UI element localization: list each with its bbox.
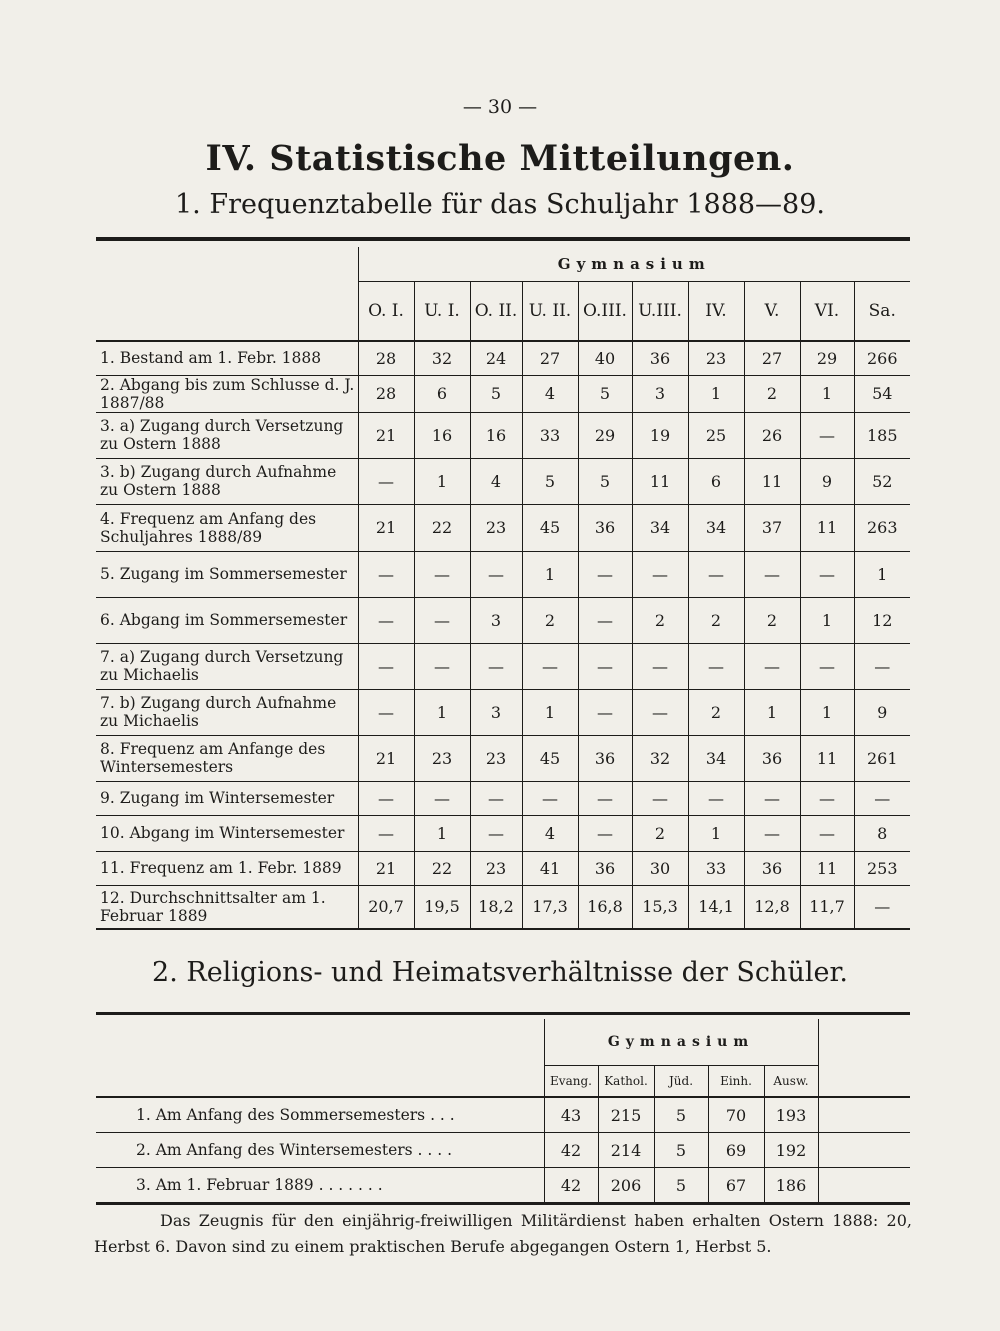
table-cell: 2 bbox=[688, 689, 744, 735]
column-header-row bbox=[96, 282, 910, 342]
column-header: U. II. bbox=[522, 282, 578, 342]
row-label: 1. Am Anfang des Sommersemesters . . . bbox=[96, 1097, 544, 1133]
blank-cell bbox=[818, 1168, 910, 1204]
header-empty-cell bbox=[96, 1066, 544, 1098]
table-cell: 36 bbox=[744, 851, 800, 885]
table-cell: 1 bbox=[800, 689, 854, 735]
table-row bbox=[96, 1168, 910, 1204]
table-cell: 34 bbox=[632, 504, 688, 551]
table-cell: 42 bbox=[544, 1168, 598, 1204]
table-cell: — bbox=[470, 551, 522, 597]
table-cell: 215 bbox=[598, 1097, 654, 1133]
header-empty-cell bbox=[96, 282, 358, 342]
page-number: — 30 — bbox=[462, 96, 538, 118]
table-cell: — bbox=[414, 643, 470, 689]
table-cell: 23 bbox=[470, 851, 522, 885]
column-header: O.III. bbox=[578, 282, 632, 342]
row-label: 3. a) Zugang durch Versetzung zu Ostern 1888 bbox=[96, 412, 358, 458]
table-cell: — bbox=[688, 781, 744, 815]
table-cell: 5 bbox=[578, 375, 632, 412]
table-cell: 1 bbox=[854, 551, 910, 597]
row-label: 2. Am Anfang des Wintersemesters . . . . bbox=[96, 1133, 544, 1168]
table-cell: 26 bbox=[744, 412, 800, 458]
table-cell: 4 bbox=[470, 458, 522, 504]
table-cell: — bbox=[632, 781, 688, 815]
table-cell: 42 bbox=[544, 1133, 598, 1168]
table-cell: 70 bbox=[708, 1097, 764, 1133]
table-cell: 21 bbox=[358, 504, 414, 551]
table-cell: 41 bbox=[522, 851, 578, 885]
row-label: 9. Zugang im Wintersemester bbox=[96, 781, 358, 815]
row-label: 11. Frequenz am 1. Febr. 1889 bbox=[96, 851, 358, 885]
table-cell: 1 bbox=[800, 375, 854, 412]
table-cell: 27 bbox=[522, 341, 578, 375]
table-cell: 263 bbox=[854, 504, 910, 551]
table-cell: 32 bbox=[414, 341, 470, 375]
table-cell: 15,3 bbox=[632, 885, 688, 929]
table-cell: 5 bbox=[522, 458, 578, 504]
table-cell: 2 bbox=[744, 375, 800, 412]
table-cell: 34 bbox=[688, 504, 744, 551]
table-cell: — bbox=[632, 689, 688, 735]
table-cell: — bbox=[854, 885, 910, 929]
table-cell: 6 bbox=[414, 375, 470, 412]
table-row bbox=[96, 643, 910, 689]
table-cell: 1 bbox=[414, 458, 470, 504]
table-cell: — bbox=[854, 643, 910, 689]
row-label: 10. Abgang im Wintersemester bbox=[96, 815, 358, 851]
table-cell: 33 bbox=[688, 851, 744, 885]
table-cell: — bbox=[470, 815, 522, 851]
row-label: 3. b) Zugang durch Aufnahme zu Ostern 1888 bbox=[96, 458, 358, 504]
table-cell: 192 bbox=[764, 1133, 818, 1168]
table-cell: — bbox=[470, 781, 522, 815]
table-cell: 4 bbox=[522, 375, 578, 412]
table-cell: 34 bbox=[688, 735, 744, 781]
header-empty-cell bbox=[96, 1019, 544, 1066]
table-cell: 28 bbox=[358, 341, 414, 375]
frequency-table-title: 1. Frequenztabelle für das Schuljahr 1888—89. bbox=[175, 189, 825, 220]
table-cell: 17,3 bbox=[522, 885, 578, 929]
table-row bbox=[96, 1097, 910, 1133]
table-cell: — bbox=[358, 815, 414, 851]
table-cell: 12 bbox=[854, 597, 910, 643]
table-cell: — bbox=[358, 781, 414, 815]
table-row bbox=[96, 375, 910, 412]
table-cell: — bbox=[688, 551, 744, 597]
table-cell: 6 bbox=[688, 458, 744, 504]
table-cell: 19 bbox=[632, 412, 688, 458]
table-cell: 36 bbox=[578, 851, 632, 885]
religion-table bbox=[96, 1012, 910, 1205]
table-row bbox=[96, 458, 910, 504]
table-cell: 1 bbox=[414, 689, 470, 735]
table-row bbox=[96, 597, 910, 643]
table-cell: 23 bbox=[688, 341, 744, 375]
table-cell: 22 bbox=[414, 504, 470, 551]
column-header: O. I. bbox=[358, 282, 414, 342]
table-cell: — bbox=[578, 643, 632, 689]
table-cell: 21 bbox=[358, 412, 414, 458]
religion-table-title: 2. Religions- und Heimatsverhältnisse der Schüler. bbox=[152, 957, 848, 988]
row-label: 6. Abgang im Sommersemester bbox=[96, 597, 358, 643]
column-header: V. bbox=[744, 282, 800, 342]
table-cell: 14,1 bbox=[688, 885, 744, 929]
header-empty-cell bbox=[96, 247, 358, 282]
row-label: 7. a) Zugang durch Versetzung zu Michaelis bbox=[96, 643, 358, 689]
table-cell: 2 bbox=[632, 597, 688, 643]
table-cell: — bbox=[854, 781, 910, 815]
table-cell: 1 bbox=[522, 551, 578, 597]
table-cell: — bbox=[358, 643, 414, 689]
table-cell: 45 bbox=[522, 504, 578, 551]
table-cell: 5 bbox=[654, 1097, 708, 1133]
table-cell: 19,5 bbox=[414, 885, 470, 929]
blank-cell bbox=[818, 1097, 910, 1133]
table-cell: — bbox=[578, 689, 632, 735]
table-cell: 1 bbox=[800, 597, 854, 643]
row-label: 4. Frequenz am Anfang des Schuljahres 1888/89 bbox=[96, 504, 358, 551]
blank-cell bbox=[818, 1133, 910, 1168]
table-row bbox=[96, 885, 910, 929]
table-cell: 23 bbox=[470, 504, 522, 551]
table-cell: 5 bbox=[578, 458, 632, 504]
table-cell: — bbox=[744, 643, 800, 689]
table-cell: 8 bbox=[854, 815, 910, 851]
table-cell: 21 bbox=[358, 851, 414, 885]
row-label: 12. Durchschnittsalter am 1. Februar 1889 bbox=[96, 885, 358, 929]
table-cell: 28 bbox=[358, 375, 414, 412]
row-label: 3. Am 1. Februar 1889 . . . . . . . bbox=[96, 1168, 544, 1204]
column-header: Ausw. bbox=[764, 1066, 818, 1098]
column-header: Kathol. bbox=[598, 1066, 654, 1098]
table-cell: 11 bbox=[632, 458, 688, 504]
table-cell: 11,7 bbox=[800, 885, 854, 929]
column-header: Sa. bbox=[854, 282, 910, 342]
table-cell: — bbox=[358, 458, 414, 504]
table-cell: — bbox=[522, 781, 578, 815]
table-row bbox=[96, 412, 910, 458]
group-header: Gymnasium bbox=[358, 247, 910, 282]
row-label: 1. Bestand am 1. Febr. 1888 bbox=[96, 341, 358, 375]
column-header: U.III. bbox=[632, 282, 688, 342]
table-cell: 5 bbox=[654, 1168, 708, 1204]
table-row bbox=[96, 551, 910, 597]
table-cell: — bbox=[800, 781, 854, 815]
table-cell: 69 bbox=[708, 1133, 764, 1168]
table-cell: — bbox=[578, 815, 632, 851]
table-cell: 11 bbox=[744, 458, 800, 504]
table-cell: 3 bbox=[470, 689, 522, 735]
table-cell: — bbox=[800, 412, 854, 458]
table-cell: 54 bbox=[854, 375, 910, 412]
table-cell: 16 bbox=[414, 412, 470, 458]
table-cell: 36 bbox=[578, 504, 632, 551]
column-header: O. II. bbox=[470, 282, 522, 342]
table-cell: — bbox=[470, 643, 522, 689]
table-cell: — bbox=[578, 781, 632, 815]
table-cell: 1 bbox=[522, 689, 578, 735]
table-cell: 2 bbox=[632, 815, 688, 851]
table-cell: — bbox=[578, 597, 632, 643]
table-cell: 186 bbox=[764, 1168, 818, 1204]
table-cell: 9 bbox=[854, 689, 910, 735]
table-cell: — bbox=[744, 781, 800, 815]
row-label: 8. Frequenz am Anfange des Wintersemesters bbox=[96, 735, 358, 781]
table-cell: 36 bbox=[632, 341, 688, 375]
table-cell: — bbox=[632, 551, 688, 597]
table-cell: 5 bbox=[654, 1133, 708, 1168]
table-row bbox=[96, 504, 910, 551]
table-cell: — bbox=[800, 551, 854, 597]
table-row bbox=[96, 815, 910, 851]
row-label: 2. Abgang bis zum Schlusse d. J. 1887/88 bbox=[96, 375, 358, 412]
table-cell: 11 bbox=[800, 504, 854, 551]
table-cell: — bbox=[414, 781, 470, 815]
column-header: Evang. bbox=[544, 1066, 598, 1098]
table-cell: 11 bbox=[800, 735, 854, 781]
table-cell: 29 bbox=[578, 412, 632, 458]
table-cell: 18,2 bbox=[470, 885, 522, 929]
footnote: Das Zeugnis für den einjährig-freiwilligen Militärdienst haben erhalten Ostern 1888: 20, Herbst 6. Davon sind zu einem praktischen Berufe abgegangen Ostern 1, Herbst 5. bbox=[94, 1211, 912, 1256]
table-cell: 1 bbox=[414, 815, 470, 851]
table-row bbox=[96, 851, 910, 885]
table-cell: 20,7 bbox=[358, 885, 414, 929]
table-cell: 1 bbox=[744, 689, 800, 735]
column-header: IV. bbox=[688, 282, 744, 342]
column-header: VI. bbox=[800, 282, 854, 342]
table-cell: 5 bbox=[470, 375, 522, 412]
table-cell: 23 bbox=[414, 735, 470, 781]
table-cell: 33 bbox=[522, 412, 578, 458]
table-row bbox=[96, 735, 910, 781]
table-cell: — bbox=[632, 643, 688, 689]
table-cell: — bbox=[744, 551, 800, 597]
section-title: IV. Statistische Mitteilungen. bbox=[205, 138, 795, 179]
table-cell: 4 bbox=[522, 815, 578, 851]
table-cell: — bbox=[414, 597, 470, 643]
table-cell: 193 bbox=[764, 1097, 818, 1133]
table-cell: 185 bbox=[854, 412, 910, 458]
table-cell: — bbox=[800, 643, 854, 689]
column-header: Jüd. bbox=[654, 1066, 708, 1098]
column-header: U. I. bbox=[414, 282, 470, 342]
table-cell: — bbox=[414, 551, 470, 597]
table-cell: 261 bbox=[854, 735, 910, 781]
table-cell: 266 bbox=[854, 341, 910, 375]
row-label: 5. Zugang im Sommersemester bbox=[96, 551, 358, 597]
table-cell: 2 bbox=[688, 597, 744, 643]
table-cell: — bbox=[800, 815, 854, 851]
table-row bbox=[96, 1133, 910, 1168]
frequency-table bbox=[96, 237, 910, 930]
table-cell: — bbox=[358, 551, 414, 597]
table-cell: — bbox=[358, 689, 414, 735]
group-header: Gymnasium bbox=[544, 1019, 818, 1066]
table-row bbox=[96, 781, 910, 815]
table-cell: 2 bbox=[744, 597, 800, 643]
table-cell: 1 bbox=[688, 375, 744, 412]
table-cell: — bbox=[522, 643, 578, 689]
column-header-row bbox=[96, 1066, 910, 1098]
table-cell: 40 bbox=[578, 341, 632, 375]
table-cell: 11 bbox=[800, 851, 854, 885]
column-header: Einh. bbox=[708, 1066, 764, 1098]
header-empty-cell bbox=[818, 1019, 910, 1066]
table-cell: 22 bbox=[414, 851, 470, 885]
table-cell: — bbox=[358, 597, 414, 643]
table-cell: 2 bbox=[522, 597, 578, 643]
table-cell: 21 bbox=[358, 735, 414, 781]
table-cell: 23 bbox=[470, 735, 522, 781]
table-cell: 27 bbox=[744, 341, 800, 375]
table-cell: 3 bbox=[632, 375, 688, 412]
table-cell: — bbox=[688, 643, 744, 689]
table-cell: 1 bbox=[688, 815, 744, 851]
row-label: 7. b) Zugang durch Aufnahme zu Michaelis bbox=[96, 689, 358, 735]
table-cell: 37 bbox=[744, 504, 800, 551]
table-cell: 52 bbox=[854, 458, 910, 504]
table-cell: 214 bbox=[598, 1133, 654, 1168]
table-cell: 12,8 bbox=[744, 885, 800, 929]
table-cell: 43 bbox=[544, 1097, 598, 1133]
table-cell: 29 bbox=[800, 341, 854, 375]
table-cell: 30 bbox=[632, 851, 688, 885]
table-cell: — bbox=[744, 815, 800, 851]
table-cell: 16 bbox=[470, 412, 522, 458]
table-row bbox=[96, 341, 910, 375]
table-cell: 3 bbox=[470, 597, 522, 643]
table-cell: 9 bbox=[800, 458, 854, 504]
table-cell: 24 bbox=[470, 341, 522, 375]
table-cell: 36 bbox=[578, 735, 632, 781]
table-cell: 36 bbox=[744, 735, 800, 781]
table-cell: 67 bbox=[708, 1168, 764, 1204]
table-cell: 206 bbox=[598, 1168, 654, 1204]
table-cell: — bbox=[578, 551, 632, 597]
table-cell: 32 bbox=[632, 735, 688, 781]
table-cell: 45 bbox=[522, 735, 578, 781]
header-empty-cell bbox=[818, 1066, 910, 1098]
table-cell: 253 bbox=[854, 851, 910, 885]
table-row bbox=[96, 689, 910, 735]
table-cell: 16,8 bbox=[578, 885, 632, 929]
table-cell: 25 bbox=[688, 412, 744, 458]
